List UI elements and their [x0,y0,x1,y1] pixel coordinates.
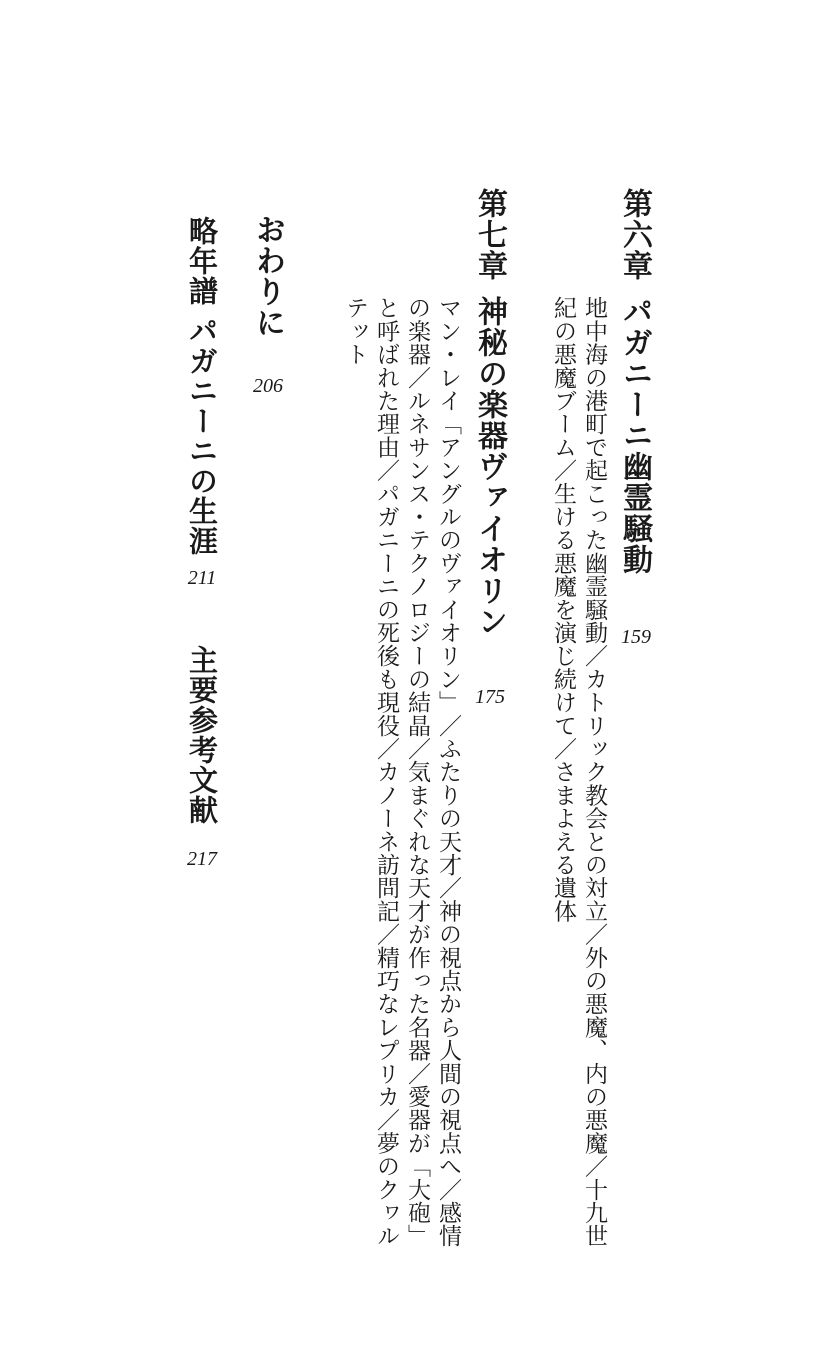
chapter-6-page-number: 159 [621,626,651,648]
chapter-7-description: マン・レイ「アングルのヴァイオリン」／ふたりの天才／神の視点から人間の視点へ／感情の楽器／ルネサンス・テクノロジーの結晶／気まぐれな天才が作った名器／愛器が「大砲」と呼ばれた理由／パガニーニの死後も現役／カノーネ訪問記／精巧なレプリカ／夢のクヮルテット [342,296,461,1248]
chronology-label: 略年譜 [185,216,219,306]
chapter-7-label: 第七章 [472,188,507,281]
chapter-7-page-number: 175 [475,686,505,708]
chronology-page-number: 211 [187,567,217,589]
references-title[interactable]: 主要参考文献 [185,645,219,825]
chronology-title[interactable]: パガニーニの生涯 [185,316,219,556]
chapter-7-title[interactable]: 神秘の楽器ヴァイオリン [472,296,507,637]
afterword-page-number: 206 [253,375,283,397]
references-page-number: 217 [187,848,217,870]
afterword-title[interactable]: おわりに [250,214,285,338]
chapter-6-description: 地中海の港町で起こった幽霊騒動／カトリック教会との対立／外の悪魔、内の悪魔／十九世紀の悪魔ブーム／生ける悪魔を演じ続けて／さまよえる遺体 [550,296,607,1248]
chapter-6-label: 第六章 [617,188,652,281]
chapter-6-title[interactable]: パガニーニ幽霊騒動 [617,296,652,575]
